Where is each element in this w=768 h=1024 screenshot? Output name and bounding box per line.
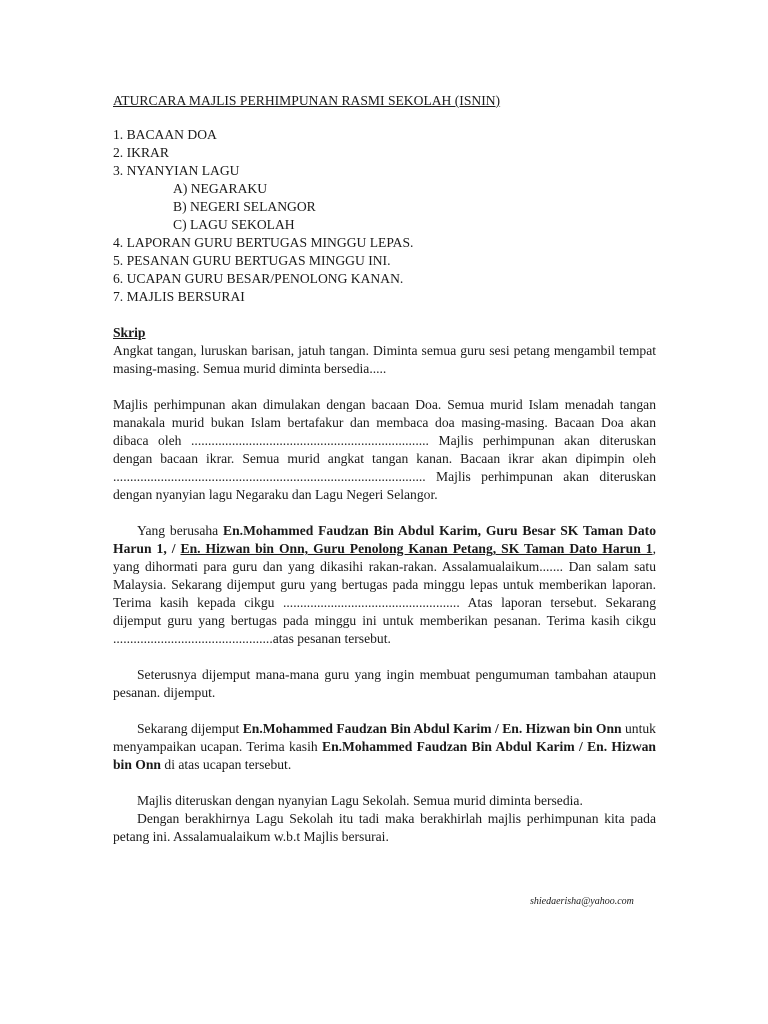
text-run: , yang dihormati para guru dan yang dikasihi rakan-rakan. Assalamualaikum....... Dan salam satu Malaysia. Sekarang dijemput guru yang bertugas pada minggu lepas untuk memberikan laporan. Terima kasih kepada cikgu .................................................... Atas laporan tersebut. Sekarang dijemput guru yang bertugas pada minggu ini untuk memberikan pesanan. Terima kasih cikgu ...............................................atas pesanan tersebut. [113, 541, 656, 646]
agenda-subitem: B) NEGERI SELANGOR [173, 199, 316, 214]
agenda-item: 7. MAJLIS BERSURAI [113, 289, 245, 304]
text-run: Sekarang dijemput [137, 721, 243, 736]
author-email: shiedaerisha@yahoo.com [530, 896, 634, 907]
script-paragraph-5 [113, 720, 656, 774]
script-paragraph-1: Angkat tangan, luruskan barisan, jatuh tangan. Diminta semua guru sesi petang mengambil tempat masing-masing. Semua murid diminta bersedia..... [113, 343, 656, 376]
agenda-item: 3. NYANYIAN LAGU [113, 163, 240, 178]
agenda-subitem: C) LAGU SEKOLAH [173, 217, 295, 232]
agenda-item: 4. LAPORAN GURU BERTUGAS MINGGU LEPAS. [113, 235, 414, 250]
script-paragraph-4: Seterusnya dijemput mana-mana guru yang ingin membuat pengumuman tambahan ataupun pesanan. dijemput. [113, 667, 656, 700]
speaker-names: En.Mohammed Faudzan Bin Abdul Karim / En. Hizwan bin Onn [113, 739, 656, 772]
script-heading: Skrip [113, 325, 146, 340]
text-run: untuk menyampaikan ucapan. Terima kasih [113, 721, 656, 754]
agenda-item: 5. PESANAN GURU BERTUGAS MINGGU INI. [113, 253, 391, 268]
script-paragraph-2: Majlis perhimpunan akan dimulakan dengan bacaan Doa. Semua murid Islam menadah tangan manakala murid bukan Islam bertafakur dan membaca doa masing-masing. Bacaan Doa akan dibaca oleh ...................................................................... Majlis perhimpunan akan diteruskan dengan bacaan ikrar. Semua murid angkat tangan kanan. Bacaan ikrar akan dipimpin oleh ............................................................................................ Majlis perhimpunan akan diteruskan dengan nyanyian lagu Negaraku dan Lagu Negeri Selangor. [113, 397, 656, 502]
document-page [113, 92, 656, 846]
agenda-item: 1. BACAAN DOA [113, 127, 217, 142]
senior-assistant-name: En. Hizwan bin Onn, Guru Penolong Kanan Petang, SK Taman Dato Harun 1 [180, 541, 653, 556]
agenda-subitem: A) NEGARAKU [173, 181, 268, 196]
speaker-names: En.Mohammed Faudzan Bin Abdul Karim / En. Hizwan bin Onn [242, 721, 622, 736]
principal-name: En.Mohammed Faudzan Bin Abdul Karim, Guru Besar SK Taman Dato Harun 1, / [113, 523, 656, 556]
script-paragraph-6: Majlis diteruskan dengan nyanyian Lagu Sekolah. Semua murid diminta bersedia. [137, 793, 583, 808]
agenda-item: 6. UCAPAN GURU BESAR/PENOLONG KANAN. [113, 271, 404, 286]
agenda-item: 2. IKRAR [113, 145, 169, 160]
script-paragraph-7: Dengan berakhirnya Lagu Sekolah itu tadi maka berakhirlah majlis perhimpunan kita pada petang ini. Assalamualaikum w.b.t Majlis bersurai. [113, 811, 656, 844]
text-run: di atas ucapan tersebut. [161, 757, 292, 772]
agenda-list [113, 126, 656, 306]
text-run: Yang berusaha [137, 523, 224, 538]
script-paragraph-3 [113, 522, 656, 648]
document-title: ATURCARA MAJLIS PERHIMPUNAN RASMI SEKOLAH (ISNIN) [113, 93, 501, 108]
